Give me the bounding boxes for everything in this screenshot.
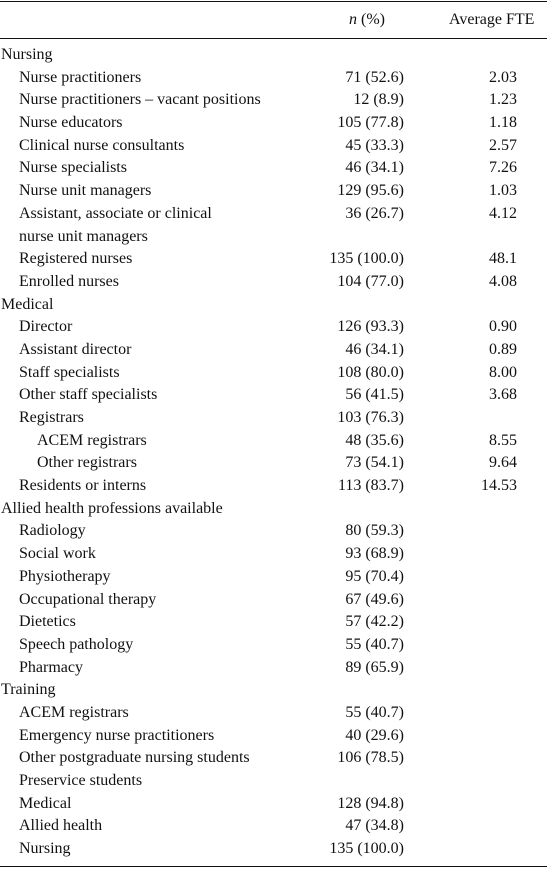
n-percent-cell: 55 (40.7)	[345, 703, 404, 721]
n-percent-cell: 12 (8.9)	[353, 91, 404, 109]
section-heading: Nursing	[1, 46, 53, 63]
row-label: Assistant, associate or clinical	[19, 204, 212, 222]
average-fte-cell: 1.18	[489, 114, 517, 132]
row-label: Director	[19, 318, 73, 336]
row-label: Residents or interns	[19, 477, 147, 495]
table-row	[0, 407, 547, 430]
average-fte-cell: 14.53	[481, 477, 517, 495]
n-percent-cell: 36 (26.7)	[345, 204, 404, 222]
table-row	[0, 815, 547, 838]
row-label: nurse unit managers	[19, 227, 148, 245]
table-row	[0, 793, 547, 816]
row-label: Registrars	[19, 409, 84, 426]
section-heading: Medical	[1, 295, 54, 313]
table-body	[0, 44, 547, 861]
table-row	[0, 747, 547, 770]
n-percent-cell: 105 (77.8)	[337, 114, 404, 132]
row-label: Speech pathology	[19, 635, 134, 653]
row-label: Other postgraduate nursing students	[19, 749, 250, 767]
table-row	[0, 679, 547, 702]
average-fte-cell: 2.03	[489, 68, 517, 86]
table-row	[0, 475, 547, 498]
n-percent-cell: 106 (78.5)	[337, 749, 404, 767]
table-row	[0, 203, 547, 226]
bottom-rule	[0, 866, 547, 867]
table-row	[0, 67, 547, 90]
n-percent-cell: 55 (40.7)	[345, 635, 404, 653]
column-header-n-percent: (%)	[357, 11, 385, 28]
row-label: Physiotherapy	[19, 567, 111, 585]
table-row	[0, 725, 547, 748]
average-fte-cell: 0.90	[489, 318, 517, 336]
n-percent-cell: 46 (34.1)	[345, 159, 404, 177]
row-label: Nurse educators	[19, 114, 123, 132]
row-label: Nurse specialists	[19, 159, 127, 177]
table-row	[0, 294, 547, 317]
table-row	[0, 634, 547, 657]
average-fte-cell: 1.03	[489, 182, 517, 200]
n-percent-cell: 71 (52.6)	[345, 68, 404, 86]
table-row	[0, 226, 547, 249]
row-label: Occupational therapy	[19, 590, 157, 608]
n-percent-cell: 67 (49.6)	[345, 590, 404, 608]
n-percent-cell: 56 (41.5)	[345, 386, 404, 404]
row-label: Emergency nurse practitioners	[19, 726, 215, 744]
table-row	[0, 702, 547, 725]
table-row	[0, 157, 547, 180]
table-row	[0, 770, 547, 793]
n-percent-cell: 73 (54.1)	[345, 454, 404, 472]
row-label: Preservice students	[19, 772, 143, 789]
row-label: Pharmacy	[19, 658, 83, 676]
average-fte-cell: 8.00	[489, 363, 517, 381]
table-row	[0, 657, 547, 680]
n-percent-cell: 46 (34.1)	[345, 340, 404, 358]
average-fte-cell: 1.23	[489, 91, 517, 109]
row-label: Nurse unit managers	[19, 182, 152, 200]
row-label: Medical	[19, 794, 72, 812]
row-label: Nursing	[19, 840, 71, 858]
n-percent-cell: 126 (93.3)	[337, 318, 404, 336]
average-fte-cell: 4.12	[489, 204, 517, 222]
table-row	[0, 838, 547, 861]
row-label: Staff specialists	[19, 363, 120, 381]
row-label: Nurse practitioners – vacant positions	[19, 91, 261, 109]
row-label: Dietetics	[19, 613, 76, 631]
row-label: Allied health	[19, 817, 103, 835]
row-label: Assistant director	[19, 340, 132, 358]
table-row	[0, 430, 547, 453]
column-header-n	[349, 9, 385, 31]
table-row	[0, 566, 547, 589]
row-label: Enrolled nurses	[19, 272, 119, 290]
n-percent-cell: 48 (35.6)	[345, 431, 404, 449]
average-fte-cell: 4.08	[489, 272, 517, 290]
n-percent-cell: 103 (76.3)	[337, 409, 404, 426]
table-row	[0, 316, 547, 339]
average-fte-cell: 8.55	[489, 431, 517, 449]
n-percent-cell: 95 (70.4)	[345, 567, 404, 585]
row-label: Clinical nurse consultants	[19, 136, 185, 154]
row-label: ACEM registrars	[19, 703, 129, 721]
table-row	[0, 452, 547, 475]
average-fte-cell: 2.57	[489, 136, 517, 154]
n-percent-cell: 135 (100.0)	[329, 250, 404, 268]
row-label: Registered nurses	[19, 250, 133, 268]
row-label: ACEM registrars	[37, 431, 147, 449]
table-row	[0, 589, 547, 612]
table-row	[0, 271, 547, 294]
table-row	[0, 384, 547, 407]
table-row	[0, 180, 547, 203]
row-label: Other staff specialists	[19, 386, 158, 404]
top-rule	[0, 1, 547, 2]
average-fte-cell: 7.26	[489, 159, 517, 177]
n-percent-cell: 40 (29.6)	[345, 726, 404, 744]
table-row	[0, 543, 547, 566]
n-percent-cell: 89 (65.9)	[345, 658, 404, 676]
row-label: Nurse practitioners	[19, 68, 142, 86]
row-label: Other registrars	[37, 454, 137, 472]
n-percent-cell: 47 (34.8)	[345, 817, 404, 835]
n-percent-cell: 113 (83.7)	[337, 477, 404, 495]
table-row	[0, 611, 547, 634]
n-percent-cell: 135 (100.0)	[329, 840, 404, 858]
n-percent-cell: 104 (77.0)	[337, 272, 404, 290]
column-header-n-symbol: n	[349, 11, 357, 28]
table-row	[0, 135, 547, 158]
n-percent-cell: 45 (33.3)	[345, 136, 404, 154]
average-fte-cell: 3.68	[489, 386, 517, 404]
n-percent-cell: 128 (94.8)	[337, 794, 404, 812]
section-heading: Allied health professions available	[1, 499, 223, 517]
average-fte-cell: 9.64	[489, 454, 517, 472]
n-percent-cell: 129 (95.6)	[337, 182, 404, 200]
header-rule	[0, 38, 547, 39]
table-row	[0, 498, 547, 521]
row-label: Social work	[19, 545, 96, 563]
average-fte-cell: 48.1	[489, 250, 517, 268]
table-row	[0, 248, 547, 271]
section-heading: Training	[1, 681, 56, 699]
average-fte-cell: 0.89	[489, 340, 517, 358]
row-label: Radiology	[19, 522, 86, 540]
table-row	[0, 44, 547, 67]
table-row	[0, 89, 547, 112]
n-percent-cell: 80 (59.3)	[345, 522, 404, 540]
n-percent-cell: 108 (80.0)	[337, 363, 404, 381]
table-row	[0, 112, 547, 135]
table-row	[0, 339, 547, 362]
column-header-fte: Average FTE	[449, 11, 535, 28]
table-row	[0, 362, 547, 385]
n-percent-cell: 57 (42.2)	[345, 613, 404, 631]
n-percent-cell: 93 (68.9)	[345, 545, 404, 563]
table-row	[0, 520, 547, 543]
